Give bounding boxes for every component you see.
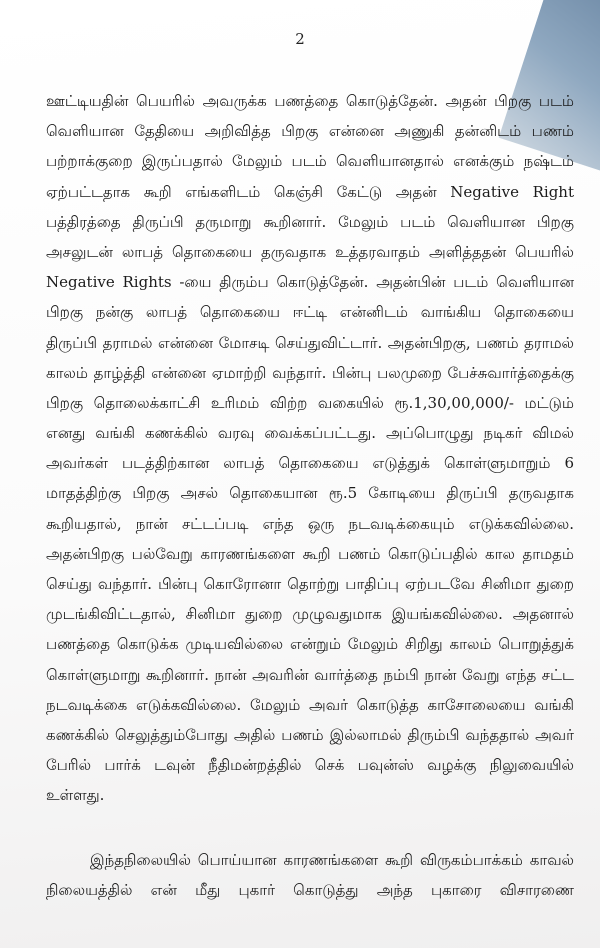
text-line: பிறகு தொலைக்காட்சி உரிமம் விற்ற வகையில் ரூ.1,30,00,000/- மட்டும் [46,393,574,412]
paragraph-gap [46,811,574,845]
text-line: ஊட்டியதின் பெயரில் அவருக்க பணத்தை கொடுத்தேன். அதன் பிறகு படம் [46,92,574,110]
text-line: பிறகு நன்கு லாபத் தொகையை ஈட்டி என்னிடம் வாங்கிய தொகையை [46,303,574,322]
text-line: கொள்ளுமாறு கூறினார். நான் அவரின் வார்த்தை நம்பி நான் வேறு எந்த சட்ட [46,665,574,684]
paragraph-2 [46,845,574,905]
text-line: பணத்தை கொடுக்க முடியவில்லை என்றும் மேலும் சிறிது காலம் பொறுத்துக் [46,635,574,654]
text-line: நடவடிக்கை எடுக்கவில்லை. மேலும் அவர் கொடுத்த காசோலையை வங்கி [46,695,574,714]
page-number: 2 [295,30,305,48]
text-line: முடங்கிவிட்டதால், சினிமா துறை முழுவதுமாக இயங்கவில்லை. அதனால் [46,605,574,624]
text-line: கணக்கில் செலுத்தும்போது அதில் பணம் இல்லாமல் திரும்பி வந்ததால் அவர் [46,725,574,744]
text-line: வெளியான தேதியை அறிவித்த பிறகு என்னை அணுகி தன்னிடம் பணம் [46,122,574,141]
text-line: உள்ளது. [46,786,105,805]
text-line: ஏற்பட்டதாக கூறி எங்களிடம் கெஞ்சி கேட்டு அதன் Negative Right [46,182,574,201]
text-line: திருப்பி தராமல் என்னை மோசடி செய்துவிட்டார். அதன்பிறகு, பணம் தராமல் [46,333,574,352]
text-line: எனது வங்கி கணக்கில் வரவு வைக்கப்பட்டது. அப்பொழுது நடிகர் விமல் [46,424,574,443]
text-line: காலம் தாழ்த்தி என்னை ஏமாற்றி வந்தார். பின்பு பலமுறை பேச்சுவார்த்தைக்கு [46,363,574,382]
text-line: அவர்கள் படத்திற்கான லாபத் தொகையை எடுத்துக் கொள்ளுமாறும் 6 [46,454,574,473]
text-line: அசலுடன் லாபத் தொகையை தருவதாக உத்தரவாதம் அளித்ததன் பெயரில் [46,242,574,261]
text-line: கூறியதால், நான் சட்டப்படி எந்த ஒரு நடவடிக்கையும் எடுக்கவில்லை. [46,514,574,533]
text-line: செய்து வந்தார். பின்பு கொரோனா தொற்று பாதிப்பு ஏற்படவே சினிமா துறை [46,575,574,593]
paragraph-1 [46,86,574,811]
text-line: இந்தநிலையில் பொய்யான காரணங்களை கூறி விருகம்பாக்கம் காவல் [90,850,574,869]
text-line: பத்திரத்தை திருப்பி தருமாறு கூறினார். மேலும் படம் வெளியான பிறகு [46,212,574,231]
text-line: மாதத்திற்கு பிறகு அசல் தொகையான ரூ.5 கோடியை திருப்பி தருவதாக [46,484,574,503]
document-body [46,86,574,905]
text-line: அதன்பிறகு பல்வேறு காரணங்களை கூறி பணம் கொடுப்பதில் கால தாமதம் [46,544,574,563]
text-line: Negative Rights -யை திரும்ப கொடுத்தேன். அதன்பின் படம் வெளியான [46,273,574,292]
text-line: நிலையத்தில் என் மீது புகார் கொடுத்து அந்த புகாரை விசாரணை [46,880,574,899]
text-line: பேரில் பார்க் டவுன் நீதிமன்றத்தில் செக் பவுன்ஸ் வழக்கு நிலுவையில் [46,756,574,775]
text-line: பற்றாக்குறை இருப்பதால் மேலும் படம் வெளியானதால் எனக்கும் நஷ்டம் [46,152,574,171]
